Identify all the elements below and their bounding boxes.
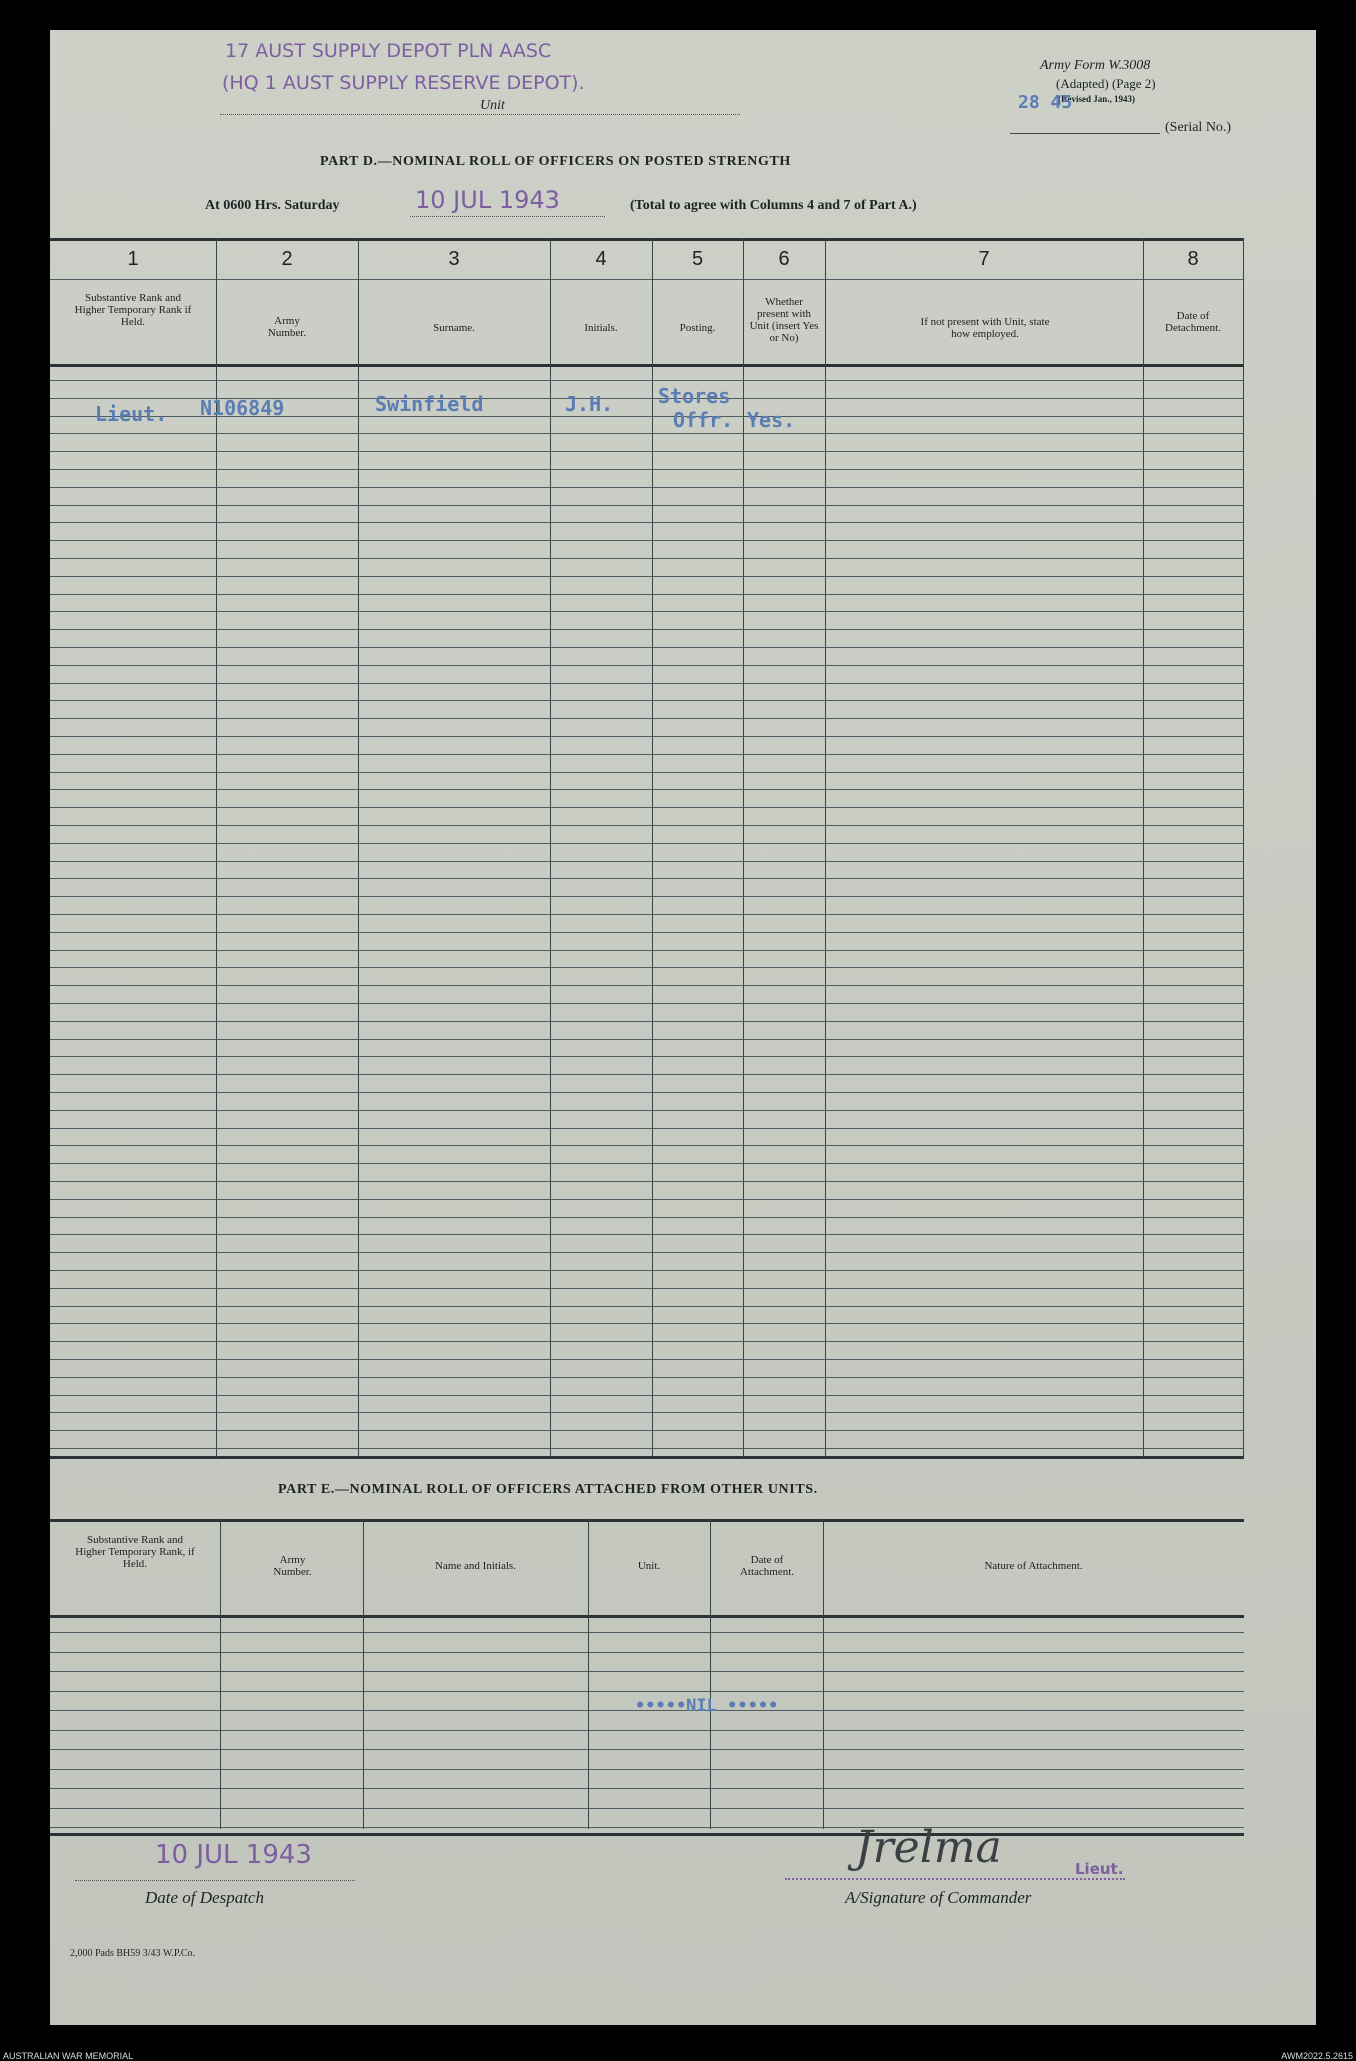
entry-army-number: N106849 <box>200 396 285 420</box>
ruled-line <box>50 522 1244 523</box>
ruled-line <box>50 1412 1244 1413</box>
ruled-line <box>50 1430 1244 1431</box>
part-e-header-name: Name and Initials. <box>435 1560 516 1572</box>
ruled-line <box>50 1359 1244 1360</box>
signature-label: A/Signature of Commander <box>845 1888 1032 1907</box>
ruled-line <box>50 985 1244 986</box>
ruled-line <box>50 807 1244 808</box>
ruled-line <box>50 1145 1244 1146</box>
ruled-line <box>50 843 1244 844</box>
ruled-line <box>50 1039 1244 1040</box>
part-e-header-nature: Nature of Attachment. <box>984 1560 1083 1572</box>
ruled-line <box>50 433 1244 434</box>
entry-surname: Swinfield <box>375 392 484 416</box>
part-d-col-border <box>550 238 551 1458</box>
ruled-line <box>50 1074 1244 1075</box>
entry-posting-line2: Offr. <box>673 408 734 432</box>
ruled-line <box>50 789 1244 790</box>
part-d-col-border <box>216 238 217 1458</box>
ruled-line <box>50 950 1244 951</box>
unit-underline <box>220 114 740 115</box>
ruled-line <box>50 1749 1244 1750</box>
unit-stamp-line1: 17 AUST SUPPLY DEPOT PLN AASC <box>225 40 552 62</box>
unit-stamp-line2: (HQ 1 AUST SUPPLY RESERVE DEPOT). <box>222 72 585 94</box>
part-e-header-date-attachment: Date of Attachment. <box>739 1554 795 1578</box>
ruled-line <box>50 1306 1244 1307</box>
serial-label: (Serial No.) <box>1165 120 1232 135</box>
ruled-line <box>50 754 1244 755</box>
ruled-line <box>50 1632 1244 1633</box>
part-d-col-border <box>1143 238 1144 1458</box>
credit-left: AUSTRALIAN WAR MEMORIAL <box>3 2051 134 2061</box>
ruled-line <box>50 700 1244 701</box>
signature-underline <box>785 1878 1125 1880</box>
ruled-line <box>50 1110 1244 1111</box>
part-e-header-unit: Unit. <box>637 1560 661 1572</box>
ruled-line <box>50 1003 1244 1004</box>
ruled-line <box>50 1448 1244 1449</box>
ruled-line <box>50 469 1244 470</box>
ruled-line <box>50 487 1244 488</box>
part-d-numbers-divider <box>50 279 1244 280</box>
part-d-date-stamp: 10 JUL 1943 <box>415 186 560 214</box>
ruled-line <box>50 1788 1244 1789</box>
form-revised: (Revised Jan., 1943) <box>1058 94 1135 104</box>
part-e-col-border <box>710 1519 711 1829</box>
ruled-line <box>50 1827 1244 1828</box>
ruled-line <box>50 718 1244 719</box>
part-d-col-border <box>825 238 826 1458</box>
ruled-line <box>50 558 1244 559</box>
col-number-6: 6 <box>778 248 790 270</box>
ruled-line <box>50 683 1244 684</box>
ruled-line <box>50 1395 1244 1396</box>
col-header-surname: Surname. <box>433 322 475 334</box>
serial-blank <box>1010 133 1160 134</box>
ruled-line <box>50 1128 1244 1129</box>
ruled-line <box>50 861 1244 862</box>
ruled-line <box>50 1288 1244 1289</box>
ruled-line <box>50 647 1244 648</box>
col-header-initials: Initials. <box>584 322 618 334</box>
col-header-rank: Substantive Rank and Higher Temporary Rank if Held. <box>74 292 192 328</box>
col-number-7: 7 <box>978 248 990 270</box>
ruled-line <box>50 1056 1244 1057</box>
col-header-army-number: Army Number. <box>267 315 307 339</box>
ruled-line <box>50 1671 1244 1672</box>
part-d-header-bottom <box>50 364 1244 367</box>
ruled-line <box>50 914 1244 915</box>
form-adapted: (Adapted) (Page 2) <box>1056 76 1156 91</box>
part-e-bottom-border <box>50 1833 1244 1836</box>
part-d-col-border <box>743 238 744 1458</box>
part-d-top-border <box>50 238 1244 241</box>
ruled-line <box>50 1021 1244 1022</box>
ruled-line <box>50 1199 1244 1200</box>
part-d-bottom-border <box>50 1456 1244 1459</box>
ruled-line <box>50 896 1244 897</box>
col-header-date-detachment: Date of Detachment. <box>1165 310 1221 334</box>
ruled-line <box>50 594 1244 595</box>
ruled-line <box>50 611 1244 612</box>
part-d-date-underline <box>410 216 605 217</box>
ruled-line <box>50 451 1244 452</box>
part-d-title: PART D.—NOMINAL ROLL OF OFFICERS ON POSTED STRENGTH <box>320 154 791 169</box>
ruled-line <box>50 1234 1244 1235</box>
serial-stamp: 28 45 <box>1018 92 1073 113</box>
ruled-line <box>50 1252 1244 1253</box>
ruled-line <box>50 1163 1244 1164</box>
ruled-line <box>50 629 1244 630</box>
part-e-top-border <box>50 1519 1244 1522</box>
col-header-present: Whether present with Unit (insert Yes or No) <box>749 296 819 344</box>
col-number-4: 4 <box>595 248 607 270</box>
ruled-line <box>50 665 1244 666</box>
ruled-line <box>50 380 1244 381</box>
part-e-col-border <box>220 1519 221 1829</box>
ruled-line <box>50 1808 1244 1809</box>
ruled-line <box>50 1377 1244 1378</box>
part-e-title: PART E.—NOMINAL ROLL OF OFFICERS ATTACHED FROM OTHER UNITS. <box>278 1482 818 1497</box>
despatch-label: Date of Despatch <box>145 1888 264 1907</box>
col-header-posting: Posting. <box>679 322 716 334</box>
part-e-header-army-number: Army Number. <box>273 1554 312 1578</box>
part-d-col-border <box>652 238 653 1458</box>
entry-initials: J.H. <box>565 392 614 416</box>
part-d-total-text: (Total to agree with Columns 4 and 7 of Part A.) <box>630 198 917 213</box>
ruled-line <box>50 878 1244 879</box>
part-e-nil-entry: •••••NIL ••••• <box>635 1696 779 1716</box>
ruled-line <box>50 967 1244 968</box>
unit-label: Unit <box>480 98 505 113</box>
entry-rank: Lieut. <box>95 402 168 426</box>
ruled-line <box>50 1691 1244 1692</box>
col-number-5: 5 <box>691 248 704 270</box>
col-number-1: 1 <box>127 248 139 270</box>
ruled-line <box>50 932 1244 933</box>
entry-present: Yes. <box>747 408 796 432</box>
signature-handwriting: Jrelma <box>855 1822 1002 1873</box>
ruled-line <box>50 772 1244 773</box>
ruled-line <box>50 1341 1244 1342</box>
ruled-line <box>50 540 1244 541</box>
ruled-line <box>50 825 1244 826</box>
ruled-line <box>50 505 1244 506</box>
entry-posting-line1: Stores <box>658 384 731 408</box>
ruled-line <box>50 1769 1244 1770</box>
ruled-line <box>50 1323 1244 1324</box>
form-sheet <box>50 30 1316 2025</box>
ruled-line <box>50 576 1244 577</box>
part-e-header-bottom <box>50 1615 1244 1618</box>
part-d-col-border <box>358 238 359 1458</box>
ruled-line <box>50 1181 1244 1182</box>
signature-rank: Lieut. <box>1075 1860 1124 1878</box>
ruled-line <box>50 1217 1244 1218</box>
ruled-line <box>50 736 1244 737</box>
col-number-2: 2 <box>281 248 293 270</box>
part-d-at-text: At 0600 Hrs. Saturday <box>205 198 340 213</box>
ruled-line <box>50 1270 1244 1271</box>
part-e-header-rank: Substantive Rank and Higher Temporary Rank, if Held. <box>75 1534 195 1570</box>
form-number: Army Form W.3008 <box>1040 58 1151 73</box>
col-number-3: 3 <box>448 248 460 270</box>
despatch-date-stamp: 10 JUL 1943 <box>155 1840 312 1870</box>
credit-right: AWM2022.5.2615 <box>1281 2051 1353 2061</box>
ruled-line <box>50 1652 1244 1653</box>
part-d-col-border <box>1243 238 1244 1458</box>
col-header-how-employed: If not present with Unit, state how employed. <box>920 316 1050 340</box>
despatch-underline <box>75 1880 355 1881</box>
credit-bar <box>0 2052 1356 2061</box>
col-number-8: 8 <box>1187 248 1199 270</box>
ruled-line <box>50 1092 1244 1093</box>
ruled-line <box>50 1730 1244 1731</box>
print-info: 2,000 Pads BH59 3/43 W.P.Co. <box>70 1948 196 1959</box>
